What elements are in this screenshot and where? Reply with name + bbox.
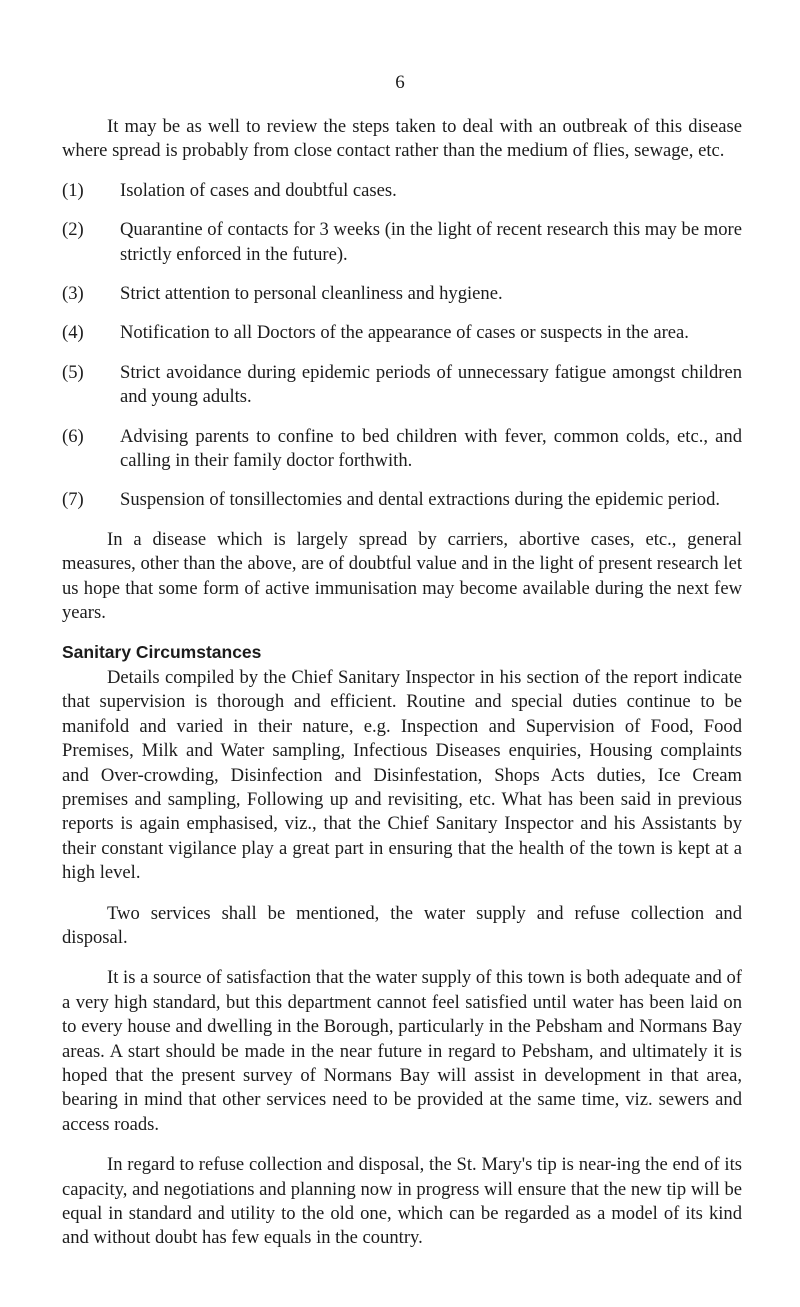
list-item-text: Strict avoidance during epidemic periods of unnecessary fatigue amongst children and young adults. [120,361,742,408]
list-item [62,361,742,410]
sanitary-paragraph: Two services shall be mentioned, the water supply and refuse collection and disposal. [62,902,742,948]
list-item-number: (4) [62,322,84,344]
section-heading-sanitary: Sanitary Circumstances [62,641,262,662]
list-item-number: (3) [62,283,84,305]
list-item-text: Suspension of tonsillectomies and dental extractions during the epidemic period. [120,489,721,511]
page-number: 6 [395,72,405,93]
carriers-paragraph: In a disease which is largely spread by carriers, abortive cases, etc., general measures, other than the above, are of doubtful value and in the light of present research let us hope that some form of active immunisation may become available during the next few years. [62,528,742,624]
list-item-text: Strict attention to personal cleanliness and hygiene. [120,283,503,305]
list-item-number: (2) [62,219,84,241]
list-item-number: (7) [62,489,84,511]
page-content [62,115,742,1251]
list-item [62,179,742,203]
outbreak-steps-list [62,179,742,513]
sanitary-paragraph: It is a source of satisfaction that the water supply of this town is both adequate and of a very high standard, but this department cannot feel satisfied until water has been laid on to every house and dwelling in the Borough, particularly in the Pebsham and Normans Bay areas. A start should be made in the near future in regard to Pebsham, and ultimately it is hoped that the present survey of Normans Bay will assist in development in that area, bearing in mind that other services need to be provided at the same time, viz. sewers and access roads. [62,967,742,1135]
list-item [62,282,742,306]
sanitary-paragraph: Details compiled by the Chief Sanitary Inspector in his section of the report indicate that supervision is thorough and efficient. Routine and special duties continue to be manifold and varied in their nature, e.g. Inspection and Supervision of Food, Food Premises, Milk and Water sampling, Infectious Diseases enquiries, Housing complaints and Over-crowding, Disinfection and Disinfestation, Shops Acts duties, Ice Cream premises and sampling, Following up and revisiting, etc. What has been said in previous reports is again emphasised, viz., that the Chief Sanitary Inspector and his Assistants by their constant vigilance play a great part in ensuring that the health of the town is kept at a high level. [62,666,742,884]
list-item-number: (1) [62,179,84,201]
list-item-text: Advising parents to confine to bed children with fever, common colds, etc., and calling in their family doctor forthwith. [120,425,742,472]
sanitary-paragraph: In regard to refuse collection and disposal, the St. Mary's tip is near-ing the end of its capacity, and negotiations and planning now in progress will ensure that the new tip will be equal in standard and utility to the old one, which can be regarded as a model of its kind and without doubt has few equals in the country. [62,1154,742,1249]
list-item [62,488,742,512]
list-item [62,425,742,474]
intro-paragraph: It may be as well to review the steps taken to deal with an outbreak of this disease where spread is probably from close contact rather than the medium of flies, sewage, etc. [62,116,742,162]
list-item-text: Isolation of cases and doubtful cases. [120,179,397,201]
list-item-number: (5) [62,361,84,383]
list-item-number: (6) [62,425,84,447]
list-item [62,218,742,267]
list-item [62,321,742,345]
list-item-text: Notification to all Doctors of the appearance of cases or suspects in the area. [120,322,689,344]
list-item-text: Quarantine of contacts for 3 weeks (in the light of recent research this may be more strictly enforced in the future). [120,219,742,265]
